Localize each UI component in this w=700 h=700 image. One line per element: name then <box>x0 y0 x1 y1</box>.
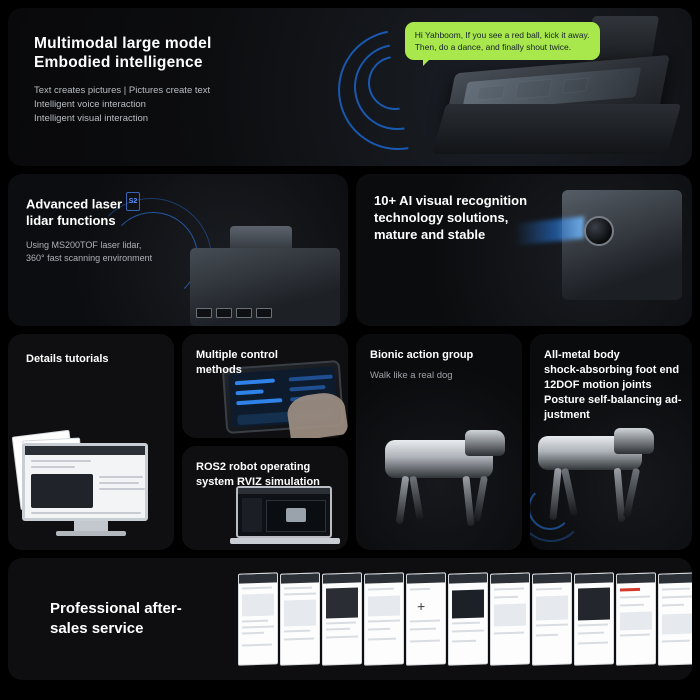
vision-title-line-2: technology solutions, <box>374 210 509 225</box>
usb-port-icon <box>216 308 232 318</box>
thumb-line <box>452 629 484 632</box>
thumb-image <box>242 593 274 616</box>
after-sales-service-card <box>8 558 692 680</box>
screenshot-thumb <box>406 572 446 665</box>
lidar-title <box>26 192 348 229</box>
lidar-subtitle <box>26 239 348 265</box>
thumb-line <box>410 620 440 623</box>
lidar-badge: S2 <box>126 192 141 211</box>
rviz-panel <box>242 498 262 532</box>
dog-leg <box>473 476 488 523</box>
thumb-line <box>494 596 518 599</box>
ros-title-line-2: system RVIZ simulation <box>196 476 320 488</box>
all-metal-body-card <box>530 334 692 550</box>
thumb-line <box>326 628 350 631</box>
vision-title <box>374 192 692 243</box>
thumb-line <box>578 642 608 645</box>
thumb-line <box>284 587 312 590</box>
screen-image-block <box>31 474 93 508</box>
thumb-header <box>491 573 529 583</box>
lidar-card <box>8 174 348 326</box>
screen-text-line <box>99 488 145 490</box>
screenshot-thumb <box>532 572 572 665</box>
thumb-line <box>242 644 272 647</box>
thumb-line <box>494 632 524 635</box>
hero-text-block <box>8 8 391 166</box>
bionic-subtitle: Walk like a real dog <box>370 370 453 381</box>
thumb-line <box>578 632 604 635</box>
rviz-robot-model <box>286 508 306 522</box>
ros-title <box>196 460 348 490</box>
thumb-header <box>575 573 613 583</box>
screen-header-bar <box>25 446 145 455</box>
screen-text-line <box>99 482 139 484</box>
thumb-line <box>368 588 394 591</box>
vision-text-block <box>356 174 692 243</box>
vision-card <box>356 174 692 326</box>
port-group <box>196 308 272 318</box>
thumb-header <box>617 573 655 583</box>
control-text-block <box>182 334 348 378</box>
thumb-line <box>620 634 650 637</box>
thumb-header <box>239 573 277 583</box>
thumb-line <box>284 630 310 633</box>
service-title <box>8 599 182 639</box>
thumb-line <box>536 634 558 637</box>
thumb-image <box>620 611 652 630</box>
allmetal-line-5: justment <box>544 409 590 421</box>
screenshot-thumb <box>490 572 530 665</box>
thumb-line <box>494 588 524 591</box>
thumb-line <box>284 638 314 641</box>
thumb-line <box>410 628 436 631</box>
thumb-line <box>326 635 358 638</box>
ros-simulation-card <box>182 446 348 550</box>
thumb-highlight <box>620 588 640 592</box>
lidar-sub-line-1: Using MS200TOF laser lidar, <box>26 240 142 251</box>
plus-icon: + <box>417 598 426 615</box>
screenshot-thumb <box>238 572 278 665</box>
thumb-line <box>662 604 684 607</box>
bionic-text-block <box>356 334 522 382</box>
lidar-title-line-1: Advanced laser <box>26 196 123 212</box>
thumb-image <box>368 595 400 616</box>
screenshot-thumb <box>448 572 488 665</box>
thumb-image <box>536 595 568 620</box>
thumb-line <box>368 638 396 641</box>
hero-card <box>8 8 692 166</box>
control-title <box>196 348 348 378</box>
control-methods-card <box>182 334 348 438</box>
thumb-header <box>659 573 692 583</box>
usb-port-icon <box>196 308 212 318</box>
thumb-line <box>368 619 400 622</box>
thumb-image <box>284 599 316 626</box>
hero-sub-line-3: Intelligent visual interaction <box>34 113 149 124</box>
row-two <box>8 174 692 326</box>
thumb-line <box>326 622 356 625</box>
thumb-line <box>578 624 608 627</box>
screenshot-thumb <box>658 572 692 665</box>
board-chip <box>562 78 589 94</box>
allmetal-title <box>544 348 692 423</box>
monitor-base <box>56 531 126 536</box>
thumb-header <box>323 573 361 583</box>
thumb-image <box>662 613 692 634</box>
board-chip <box>514 79 552 100</box>
usb-port-icon <box>236 308 252 318</box>
bionic-action-card <box>356 334 522 550</box>
thumb-header <box>449 573 487 583</box>
dog-head-shape <box>614 428 654 454</box>
hero-sub-line-1: Text creates pictures | Pictures create text <box>34 85 211 96</box>
thumb-line <box>242 632 264 635</box>
allmetal-line-3: 12DOF motion joints <box>544 379 652 391</box>
thumb-line <box>662 588 690 591</box>
app-slider <box>235 389 263 395</box>
monitor-screen <box>22 443 148 521</box>
thumb-image <box>452 589 484 618</box>
laptop-base <box>230 538 340 544</box>
hero-title-line-2: Embodied intelligence <box>34 54 203 71</box>
screen-text-line <box>99 476 143 478</box>
thumb-header <box>407 573 445 583</box>
dog-leg <box>623 468 640 518</box>
laptop-screen <box>236 486 332 538</box>
vision-title-line-1: 10+ AI visual recognition <box>374 193 528 208</box>
screenshot-thumb <box>364 572 404 665</box>
thumb-header <box>365 573 403 583</box>
speech-line-2: Then, do a dance, and finally shout twice. <box>414 42 572 52</box>
thumb-line <box>620 604 644 607</box>
screen-text-line <box>31 460 91 462</box>
thumb-line <box>242 625 274 628</box>
allmetal-text-block <box>530 334 692 423</box>
monitor-stand <box>74 521 108 531</box>
thumb-line <box>410 588 430 591</box>
speech-line-1: Hi Yahboom, If you see a red ball, kick it away. <box>414 30 590 40</box>
bionic-title: Bionic action group <box>370 349 474 361</box>
thumb-line <box>452 622 480 625</box>
hero-title-line-1: Multimodal large model <box>34 35 212 52</box>
allmetal-line-2: shock-absorbing foot end <box>544 364 680 376</box>
thumb-line <box>662 595 692 598</box>
thumb-line <box>620 596 650 599</box>
thumb-line <box>410 640 440 643</box>
hero-subtitle <box>34 84 391 126</box>
lidar-text-block <box>8 174 348 265</box>
screenshot-thumb <box>616 572 656 665</box>
hero-title <box>34 34 391 72</box>
robot-base-shape <box>432 104 681 154</box>
balance-ring-icon <box>530 476 584 542</box>
screen-text-line <box>31 512 141 514</box>
thumb-line <box>536 588 562 591</box>
service-title-line-2: sales service <box>50 620 144 637</box>
app-slider <box>289 385 325 392</box>
metal-dog-illustration <box>530 414 668 544</box>
lidar-title-line-2: lidar functions <box>26 213 116 229</box>
screenshot-thumb <box>322 572 362 665</box>
dog-leg <box>409 476 424 521</box>
thumb-image <box>494 603 526 626</box>
middle-column <box>182 334 348 550</box>
details-text-block <box>8 334 174 367</box>
screen-text-line <box>31 466 75 468</box>
thumb-line <box>242 620 268 623</box>
thumb-image <box>326 587 358 618</box>
thumb-line <box>662 640 690 643</box>
thumb-header <box>281 573 319 583</box>
laptop-illustration <box>236 486 340 544</box>
control-title-line-1: Multiple control <box>196 349 278 361</box>
app-slider <box>236 398 282 405</box>
service-title-line-1: Professional after- <box>50 600 182 617</box>
hero-sub-line-2: Intelligent voice interaction <box>34 99 146 110</box>
screenshot-thumb <box>574 572 614 665</box>
ros-title-line-1: ROS2 robot operating <box>196 461 311 473</box>
speech-bubble <box>405 22 600 60</box>
allmetal-line-1: All-metal body <box>544 349 620 361</box>
dog-leg <box>396 476 410 525</box>
usb-port-icon <box>256 308 272 318</box>
screenshot-thumb <box>280 572 320 665</box>
thumb-line <box>452 640 476 643</box>
details-title: Details tutorials <box>26 353 109 365</box>
details-tutorials-card <box>8 334 174 550</box>
thumb-line <box>242 587 272 590</box>
ros-text-block <box>182 446 348 490</box>
allmetal-line-4: Posture self-balancing ad- <box>544 394 682 406</box>
thumb-line <box>284 592 316 595</box>
row-three <box>8 334 692 550</box>
thumb-line <box>536 623 568 626</box>
vision-title-line-3: mature and stable <box>374 227 486 242</box>
app-slider <box>235 379 275 386</box>
lidar-sub-line-2: 360° fast scanning environment <box>26 253 153 264</box>
robot-dog-illustration <box>369 422 509 542</box>
dog-head-shape <box>465 430 505 456</box>
control-title-line-2: methods <box>196 364 242 376</box>
thumb-header <box>533 573 571 583</box>
monitor-illustration <box>22 443 160 536</box>
board-chip <box>476 85 505 101</box>
thumb-image <box>578 587 610 620</box>
screenshot-strip <box>238 568 682 670</box>
thumb-line <box>368 628 390 631</box>
